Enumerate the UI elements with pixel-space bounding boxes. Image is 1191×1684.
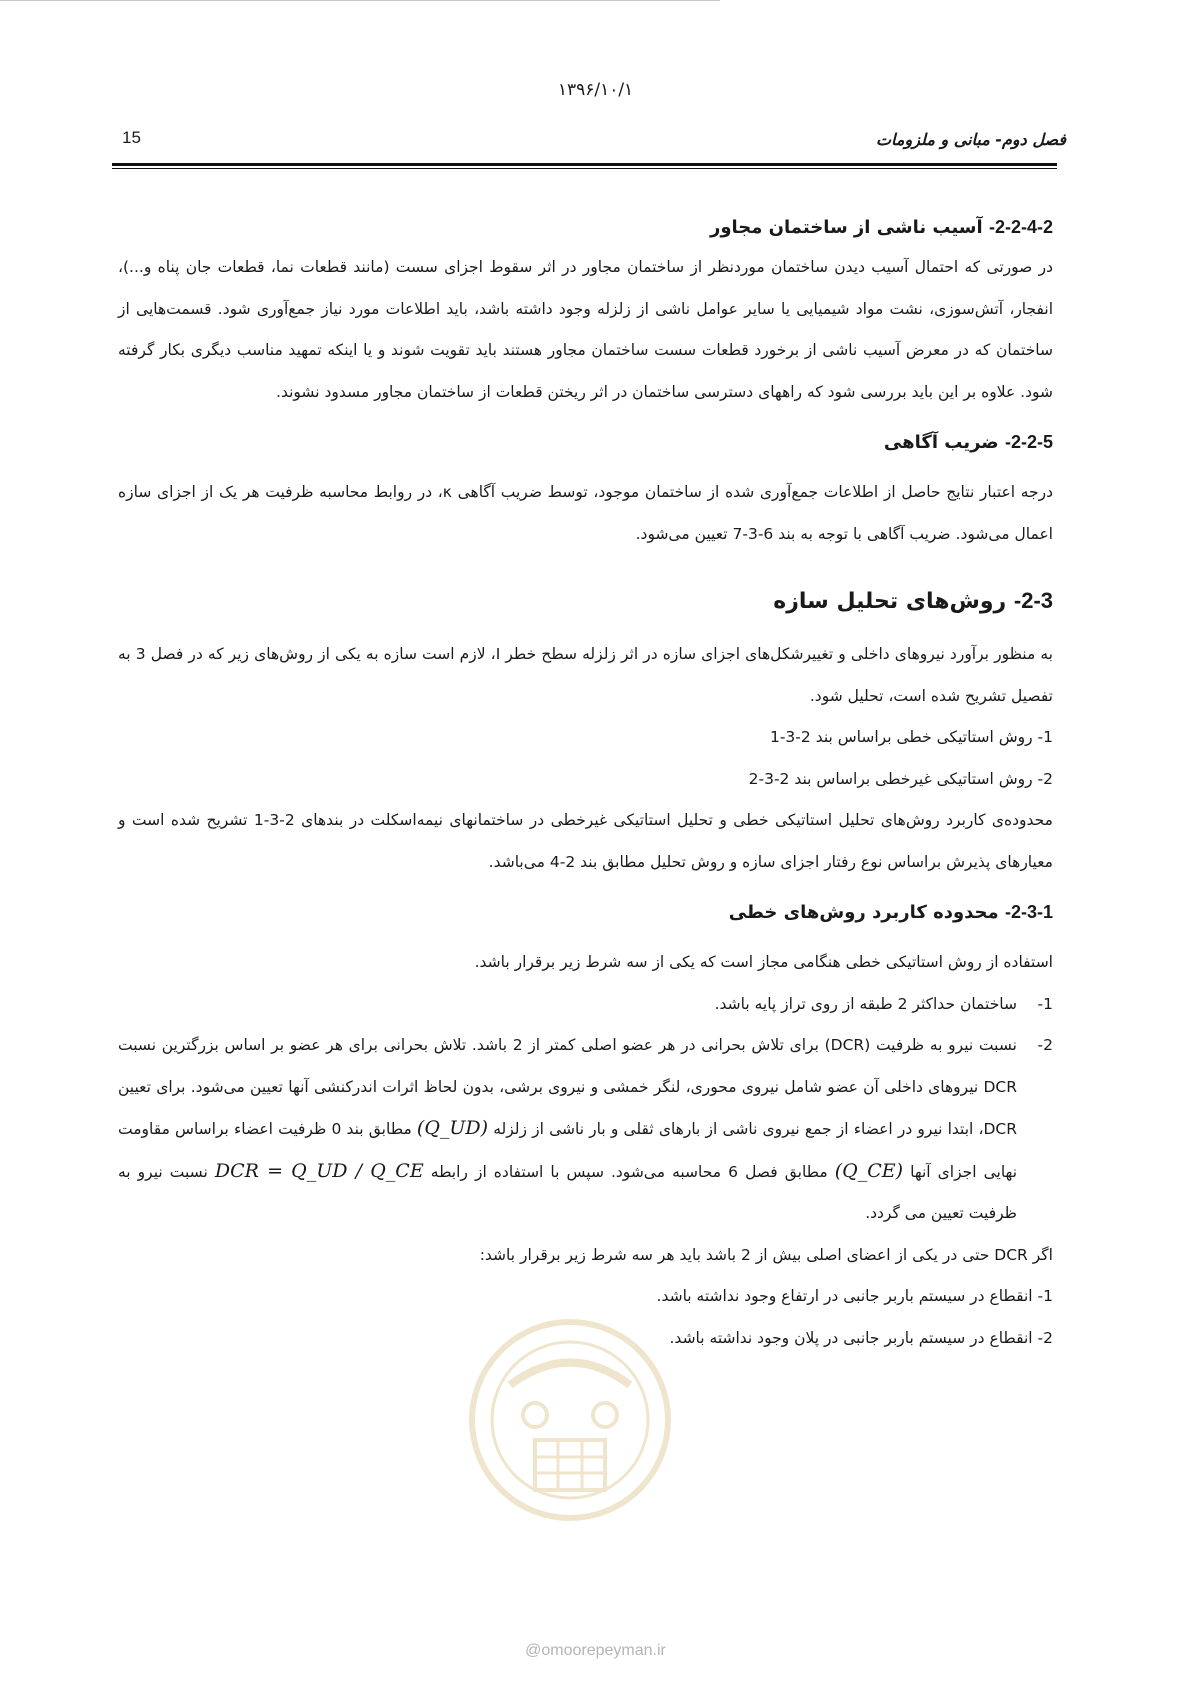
- seal-watermark-icon: [465, 1290, 675, 1550]
- section-heading-2-3-1: [118, 893, 1053, 932]
- section-number: 2-3-1-: [1004, 902, 1053, 922]
- section-title: محدوده کاربرد روش‌های خطی: [728, 902, 999, 923]
- condition-item-2: [118, 1025, 1053, 1235]
- condition-text: نسبت نیرو به ظرفیت (DCR) برای تلاش بحرانی در هر عضو اصلی کمتر از 2 باشد. تلاش بحرانی برای هر عضو بر اساس بزرگترین نسبت DCR نیروهای داخلی آن عضو شامل نیروی محوری، لنگر خمشی و نیروی برشی، بدون لحاظ اثرات اندرکنشی آنها تعیین می‌شود. برای تعیین DCR، ابتدا نیرو در اعضاء از جمع نیروی ناشی از بارهای ثقلی و بار ناشی از زلزله: [118, 1036, 1017, 1138]
- section-intro: استفاده از روش استاتیکی خطی هنگامی مجاز است که یکی از سه شرط زیر برقرار باشد.: [474, 953, 1053, 971]
- condition-text: ساختمان حداکثر 2 طبقه از روی تراز پایه باشد.: [714, 994, 1017, 1013]
- list-item: 2- انقطاع در سیستم باربر جانبی در پلان وجود نداشته باشد.: [669, 1328, 1053, 1347]
- condition-item-1: [118, 984, 1053, 1026]
- formula-q-ud: (Q_UD): [416, 1117, 489, 1139]
- list-marker: 1-: [1037, 994, 1053, 1013]
- section-title: آسیب ناشی از ساختمان مجاور: [709, 217, 983, 238]
- section-heading-2-2-4-2: [118, 208, 1053, 247]
- formula-q-ce: (Q_CE): [834, 1159, 904, 1182]
- top-border-line: [0, 0, 720, 1]
- section-body: به منظور برآورد نیروهای داخلی و تغییرشکل‌های اجزای سازه در اثر زلزله سطح خطر I، لازم است سازه به یکی از روش‌های زیر که در فصل 3 به تفصیل تشریح شده است، تحلیل شود.: [118, 645, 1053, 705]
- header-rule-thick: [112, 163, 1057, 166]
- page-content: [118, 208, 1053, 1359]
- formula-lead: استفاده از رابطه: [430, 1162, 544, 1181]
- list-marker: 2-: [1037, 1036, 1053, 1054]
- section-body-continued: محدوده‌ی کاربرد روش‌های تحلیل استاتیکی خطی و تحلیل استاتیکی غیرخطی در ساختمانهای نیمه‌اسکلت در بندهای 2-3-1 تشریح شده است و معیارهای پذیرش براساس نوع رفتار اجزای سازه و روش تحلیل مطابق بند 2-4 می‌باشد.: [118, 811, 1053, 871]
- list-item: 1- روش استاتیکی خطی براساس بند 2-3-1: [769, 728, 1053, 746]
- section-heading-2-3: [118, 579, 1053, 624]
- header-rule-thin: [112, 168, 1057, 169]
- condition-text-mid: مطابق بند 0 ظرفیت اعضاء براساس مقاومت نهایی اجزای آنها: [118, 1120, 1018, 1181]
- section-title: روش‌های تحلیل سازه: [773, 589, 1007, 614]
- section-body: در صورتی که احتمال آسیب دیدن ساختمان موردنظر از ساختمان مجاور در اثر سقوط اجزای سست (مانند قطعات نما، قطعات جان پناه و...)، انفجار، آتش‌سوزی، نشت مواد شیمیایی یا سایر عوامل ناشی از زلزله وجود داشته باشد، باید اطلاعات مورد نیاز جمع‌آوری شود. قسمت‌هایی از ساختمان که در معرض آسیب ناشی از برخورد قطعات سست ساختمان مجاور هستند باید تقویت شوند و یا اینکه تمهید مناسب دیگری بکار گرفته شود. علاوه بر این باید بررسی شود که راههای دسترسی ساختمان در اثر ریختن قطعات از ساختمان مجاور مسدود نشوند.: [118, 258, 1053, 401]
- section-number: 2-3-: [1013, 588, 1053, 613]
- chapter-title: فصل دوم- مبانی و ملزومات: [875, 130, 1066, 149]
- page-number: 15: [122, 128, 141, 147]
- section-title: ضریب آگاهی: [883, 432, 999, 453]
- section-body: درجه اعتبار نتایج حاصل از اطلاعات جمع‌آوری شده از ساختمان موجود، توسط ضریب آگاهی κ، در روابط محاسبه ظرفیت هر یک از اجزای سازه اعمال می‌شود. ضریب آگاهی با توجه به بند 6-3-7 تعیین می‌شود.: [118, 483, 1053, 543]
- watermark-site: @omoorepeyman.ir: [525, 1642, 666, 1659]
- section-number: 2-2-4-2-: [988, 217, 1053, 237]
- list-item: 2- روش استاتیکی غیرخطی براساس بند 2-3-2: [748, 769, 1053, 788]
- section-heading-2-2-5: [118, 423, 1053, 462]
- list-item: 1- انقطاع در سیستم باربر جانبی در ارتفاع وجود نداشته باشد.: [656, 1287, 1053, 1305]
- condition-text-tail: مطابق فصل 6 محاسبه می‌شود. سپس با: [550, 1162, 828, 1181]
- formula-dcr: DCR = Q_UD / Q_CE: [214, 1159, 424, 1182]
- formula-trail: نسبت نیرو به ظرفیت تعیین می گردد.: [118, 1162, 1017, 1222]
- document-date: ۱۳۹۶/۱۰/۱: [557, 80, 634, 100]
- dcr-condition-intro: اگر DCR حتی در یکی از اعضای اصلی بیش از 2 باشد باید هر سه شرط زیر برقرار باشد:: [479, 1245, 1053, 1264]
- section-number: 2-2-5-: [1004, 432, 1053, 452]
